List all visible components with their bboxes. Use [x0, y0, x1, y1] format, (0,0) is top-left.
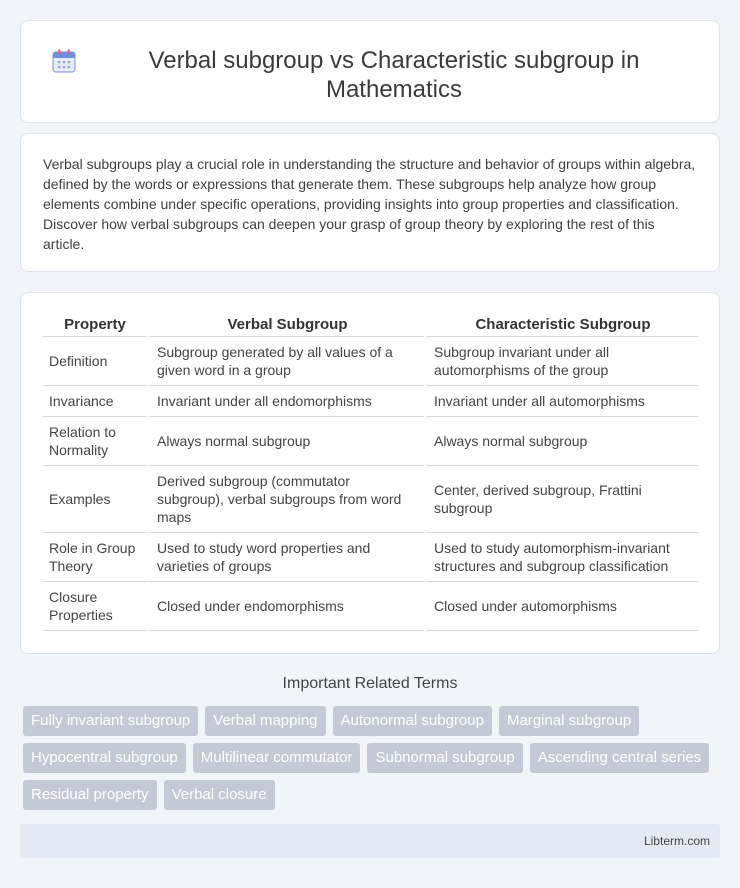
related-term-tag[interactable]: Multilinear commutator: [193, 743, 361, 773]
related-terms-list: [23, 706, 723, 817]
comparison-card: [20, 292, 720, 654]
row-property: Invariance: [43, 386, 147, 417]
header-verbal-subgroup: Verbal Subgroup: [147, 313, 424, 337]
row-characteristic: Center, derived subgroup, Frattini subgroup: [424, 466, 698, 533]
calendar-icon: [51, 48, 77, 74]
row-characteristic: Invariant under all automorphisms: [424, 386, 698, 417]
row-characteristic: Used to study automorphism-invariant structures and subgroup classification: [424, 533, 698, 582]
related-term-tag[interactable]: Residual property: [23, 780, 157, 810]
related-term-tag[interactable]: Subnormal subgroup: [367, 743, 522, 773]
header-characteristic-subgroup: Characteristic Subgroup: [424, 313, 698, 337]
row-verbal: Derived subgroup (commutator subgroup), verbal subgroups from word maps: [147, 466, 424, 533]
row-characteristic: Closed under automorphisms: [424, 582, 698, 631]
title-card: [20, 20, 720, 123]
related-term-tag[interactable]: Marginal subgroup: [499, 706, 639, 736]
table-row: [43, 337, 698, 386]
table-row: [43, 466, 698, 533]
row-verbal: Closed under endomorphisms: [147, 582, 424, 631]
row-characteristic: Subgroup invariant under all automorphisms of the group: [424, 337, 698, 386]
footer-site-link[interactable]: Libterm.com: [643, 834, 710, 848]
table-row: [43, 417, 698, 466]
table-row: [43, 582, 698, 631]
footer: [20, 824, 720, 858]
row-property: Relation to Normality: [43, 417, 147, 466]
row-verbal: Always normal subgroup: [147, 417, 424, 466]
page-title: Verbal subgroup vs Characteristic subgroup in Mathematics: [148, 47, 640, 103]
row-property: Definition: [43, 337, 147, 386]
intro-paragraph: Verbal subgroups play a crucial role in understanding the structure and behavior of groups within algebra, defined by the words or expressions that generate them. These subgroups help analyze how group elements combine under specific operations, providing insights into group properties and classification. Discover how verbal subgroups can deepen your grasp of group theory by exploring the rest of this article.: [43, 156, 696, 252]
row-property: Closure Properties: [43, 582, 147, 631]
header-property: Property: [43, 313, 147, 337]
row-characteristic: Always normal subgroup: [424, 417, 698, 466]
intro-card: [20, 133, 720, 272]
table-row: [43, 386, 698, 417]
related-term-tag[interactable]: Verbal mapping: [205, 706, 325, 736]
row-property: Role in Group Theory: [43, 533, 147, 582]
related-term-tag[interactable]: Verbal closure: [164, 780, 275, 810]
related-term-tag[interactable]: Hypocentral subgroup: [23, 743, 186, 773]
row-verbal: Used to study word properties and varieties of groups: [147, 533, 424, 582]
row-verbal: Subgroup generated by all values of a given word in a group: [147, 337, 424, 386]
comparison-table: [43, 313, 698, 631]
related-term-tag[interactable]: Autonormal subgroup: [333, 706, 492, 736]
row-verbal: Invariant under all endomorphisms: [147, 386, 424, 417]
related-term-tag[interactable]: Fully invariant subgroup: [23, 706, 198, 736]
table-row: [43, 533, 698, 582]
related-terms-heading: Important Related Terms: [282, 675, 458, 692]
row-property: Examples: [43, 466, 147, 533]
table-header-row: [43, 313, 698, 337]
related-term-tag[interactable]: Ascending central series: [530, 743, 709, 773]
